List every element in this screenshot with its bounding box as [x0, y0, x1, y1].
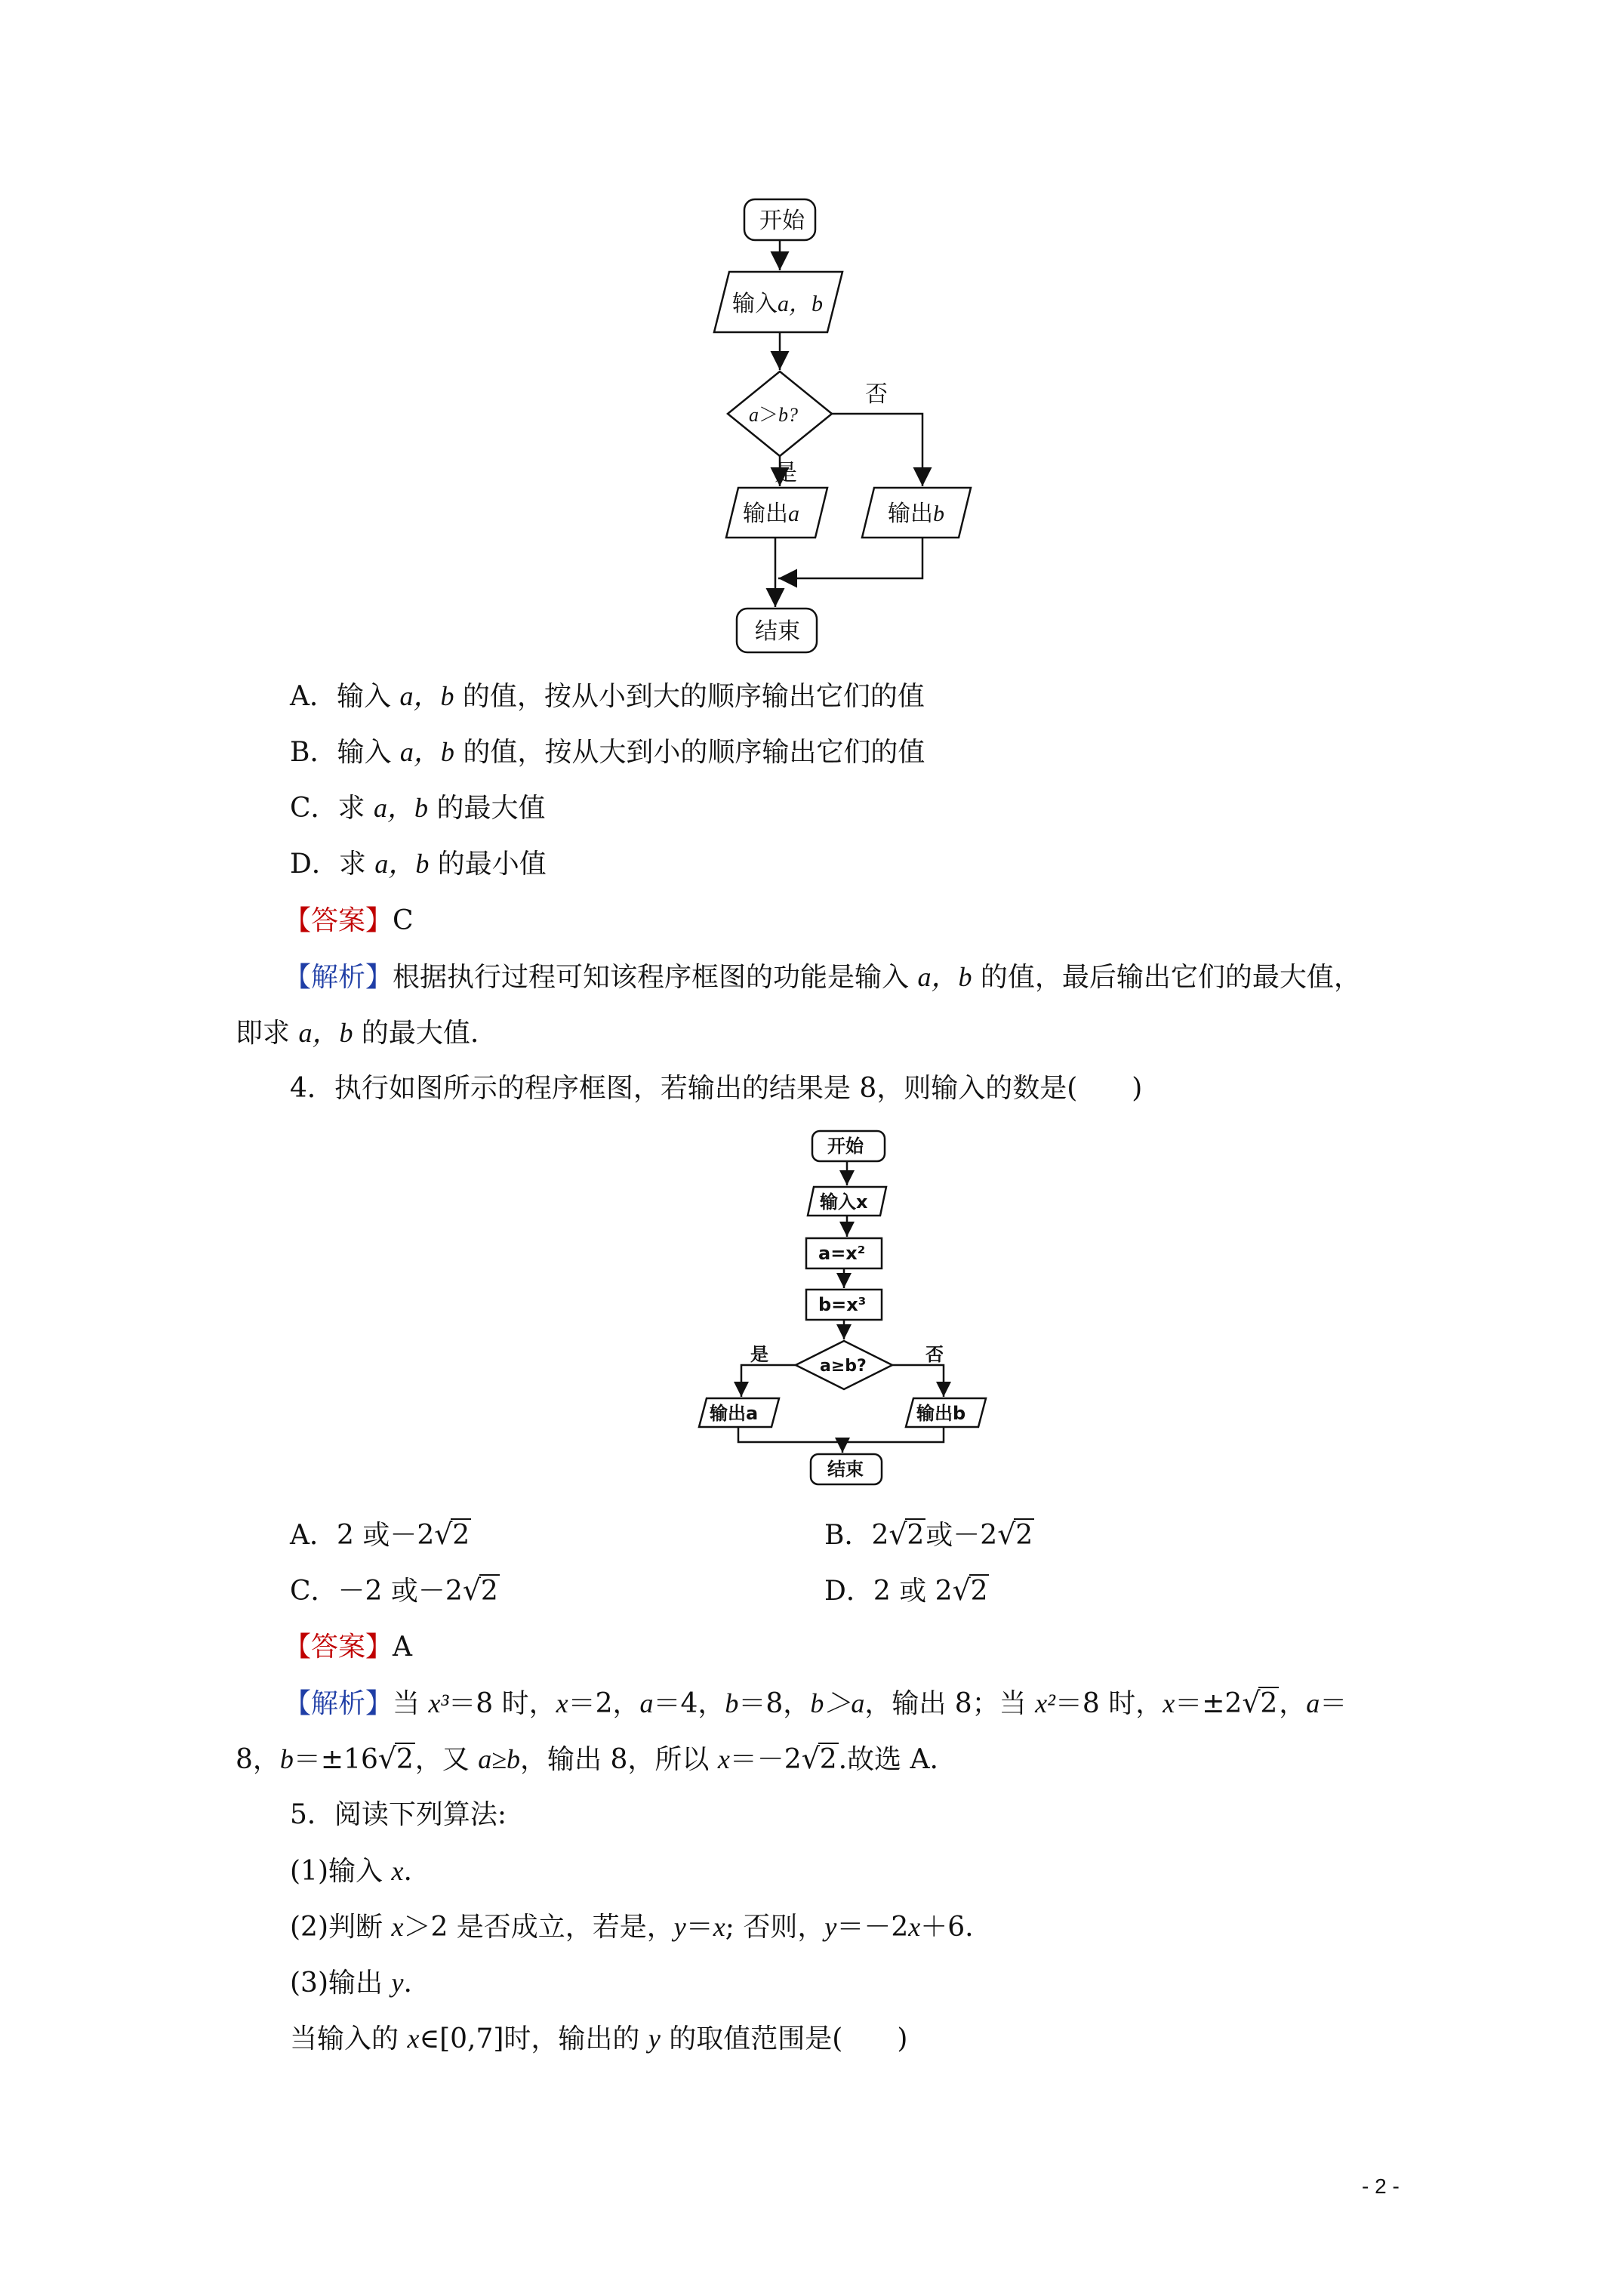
yes-label-2: 是: [750, 1344, 768, 1365]
output-a-label-2: 输出a: [710, 1403, 759, 1424]
q5-step2: (2)判断 x＞2 是否成立，若是，y＝x; 否则，y＝－2x＋6.: [290, 1912, 974, 1943]
q4-option-b: B．2√ 2或－2√ 2: [824, 1518, 1034, 1554]
q3-analysis-line1: 【解析】根据执行过程可知该程序框图的功能是输入 a，b 的值，最后输出它们的最大值，: [284, 962, 1361, 993]
q4-option-c: C．－2 或－2√ 2: [290, 1573, 500, 1610]
start-label: 开始: [759, 208, 805, 234]
input-label: 输入a，b: [732, 291, 823, 317]
q4-option-d: D．2 或 2√ 2: [824, 1573, 989, 1610]
q3-analysis-line2: 即求 a，b 的最大值.: [236, 1018, 479, 1049]
q5-stem: 5．阅读下列算法:: [290, 1799, 507, 1830]
q5-step3: (3)输出 y.: [290, 1968, 412, 1999]
q4-analysis-line2: 8，b＝±16√ 2，又 a≥b，输出 8，所以 x＝－2√ 2.故选 A.: [236, 1741, 938, 1778]
q4-answer: 【答案】A: [284, 1632, 413, 1663]
decision-label: a＞b?: [749, 404, 799, 427]
assign-a-label: a=x²: [818, 1243, 866, 1264]
q3-answer: 【答案】C: [284, 905, 414, 936]
q4-option-a: A．2 或－2√ 2: [290, 1518, 471, 1554]
q3-option-d: D．求 a，b 的最小值: [290, 849, 547, 880]
no-label-2: 否: [925, 1344, 944, 1365]
flowchart-2: [694, 1126, 996, 1489]
end-label-2: 结束: [827, 1459, 864, 1480]
yes-label: 是: [775, 460, 797, 486]
start-label-2: 开始: [827, 1136, 864, 1157]
q4-analysis-line1: 【解析】当 x³＝8 时，x＝2，a＝4，b＝8，b＞a，输出 8；当 x²＝8 时，x＝±2√ 2，a＝: [284, 1685, 1347, 1722]
output-b-label-2: 输出b: [916, 1403, 966, 1424]
end-label: 结束: [755, 618, 800, 645]
input-label-2: 输入x: [820, 1191, 868, 1213]
no-label: 否: [865, 381, 888, 408]
decision-label-2: a≥b?: [820, 1357, 867, 1376]
output-a-label: 输出a: [743, 501, 799, 527]
q3-option-c: C．求 a，b 的最大值: [290, 793, 546, 824]
q4-stem: 4．执行如图所示的程序框图，若输出的结果是 8，则输入的数是( ): [290, 1073, 1143, 1104]
page-number: - 2 -: [1362, 2174, 1400, 2198]
flowchart-1: [679, 181, 1027, 664]
q3-option-b: B．输入 a，b 的值，按从大到小的顺序输出它们的值: [290, 737, 925, 768]
q5-step1: (1)输入 x.: [290, 1856, 412, 1887]
output-b-label: 输出b: [888, 501, 944, 527]
q3-option-a: A．输入 a，b 的值，按从小到大的顺序输出它们的值: [290, 681, 925, 712]
assign-b-label: b=x³: [818, 1294, 867, 1315]
q5-question: 当输入的 x∈[0,7]时，输出的 y 的取值范围是( ): [290, 2023, 908, 2054]
